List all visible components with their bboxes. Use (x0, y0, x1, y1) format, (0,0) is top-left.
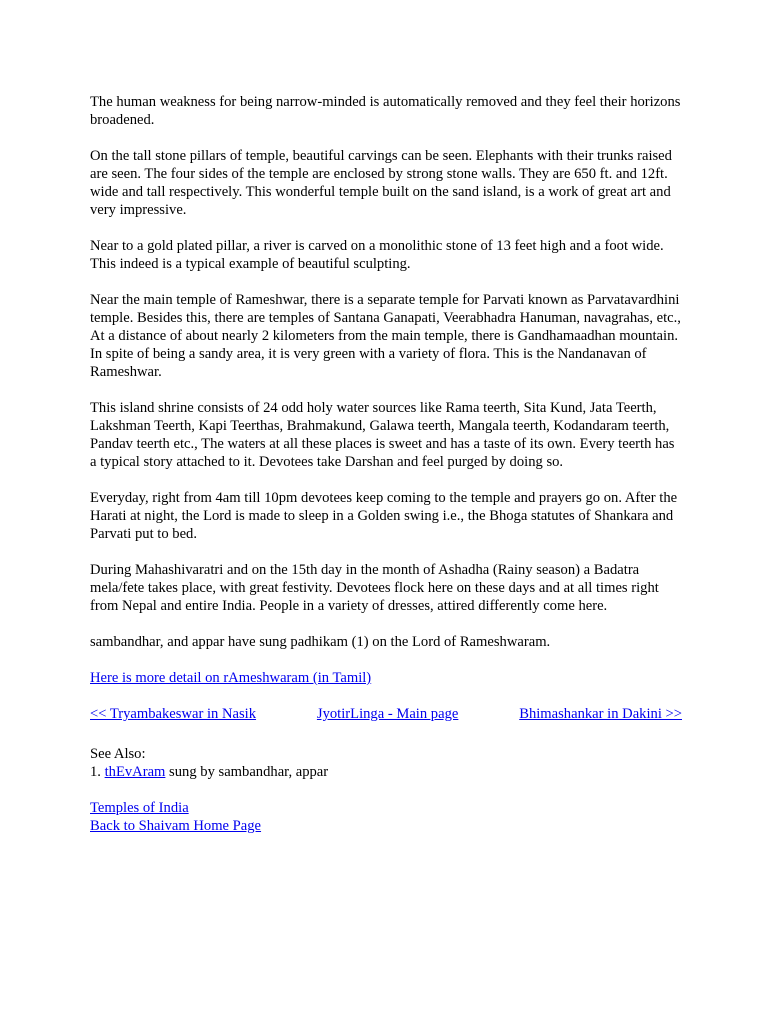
jyotirlinga-main-page-link[interactable]: JyotirLinga - Main page (316, 706, 459, 722)
paragraph-parvati-temple: Near the main temple of Rameshwar, there is a separate temple for Parvati known as Parvatavardhini temple. Besides this, there are temples of Santana Ganapati, Veerabhadra Hanuman, navagrahas, etc., At a distance of about nearly 2 kilometers from the main temple, there is Gandhamaadhan mountain. In spite of being a sandy area, it is very green with a variety of flora. This is the Nandanavan of Rameshwar. (90, 292, 681, 380)
temples-of-india-link[interactable]: Temples of India (90, 800, 189, 816)
page-navigation (90, 705, 682, 723)
prev-page-link[interactable]: << Tryambakeswar in Nasik (90, 706, 257, 722)
paragraph-holy-waters: This island shrine consists of 24 odd holy water sources like Rama teerth, Sita Kund, Jata Teerth, Lakshman Teerth, Kapi Teerthas, Brahmakund, Galawa teerth, Mangala teerth, Kodandaram teerth, Pandav teerth etc., The waters at all these places is sweet and has a taste of its own. Every teerth has a typical story attached to it. Devotees take Darshan and feel purged by doing so. (90, 400, 675, 470)
see-also-section (90, 745, 682, 781)
shaivam-home-link[interactable]: Back to Shaivam Home Page (90, 818, 262, 834)
paragraph-horizons: The human weakness for being narrow-minded is automatically removed and they feel their horizons broadened. (90, 94, 681, 128)
paragraph-gold-pillar: Near to a gold plated pillar, a river is carved on a monolithic stone of 13 feet high and a foot wide. This indeed is a typical example of beautiful sculpting. (90, 238, 664, 272)
paragraph-pillars: On the tall stone pillars of temple, beautiful carvings can be seen. Elephants with their trunks raised are seen. The four sides of the temple are enclosed by strong stone walls. They are 650 ft. and 12ft. wide and tall respectively. This wonderful temple built on the sand island, is a work of great art and very impressive. (90, 148, 672, 218)
document-body (90, 93, 682, 835)
see-also-item (90, 763, 682, 781)
paragraph-daily-prayers: Everyday, right from 4am till 10pm devotees keep coming to the temple and prayers go on. After the Harati at night, the Lord is made to sleep in a Golden swing i.e., the Bhoga statutes of Shankara and Parvati put to bed. (90, 490, 678, 542)
see-also-item-suffix: sung by sambandhar, appar (165, 764, 329, 780)
paragraph-padhikam: sambandhar, and appar have sung padhikam (1) on the Lord of Rameshwaram. (90, 634, 551, 650)
see-also-heading: See Also: (90, 746, 146, 762)
thevaram-link[interactable]: thEvAram (104, 764, 166, 780)
paragraph-festivals: During Mahashivaratri and on the 15th day in the month of Ashadha (Rainy season) a Badatra mela/fete takes place, with great festivity. Devotees flock here on these days and at all times right from Nepal and entire India. People in a variety of dresses, attired differently come here. (90, 562, 659, 614)
more-detail-tamil-link[interactable]: Here is more detail on rAmeshwaram (in Tamil) (90, 670, 372, 686)
footer-links (90, 799, 682, 835)
more-detail-line (90, 669, 682, 687)
see-also-item-number: 1. (90, 764, 101, 780)
next-page-link[interactable]: Bhimashankar in Dakini >> (519, 706, 682, 722)
